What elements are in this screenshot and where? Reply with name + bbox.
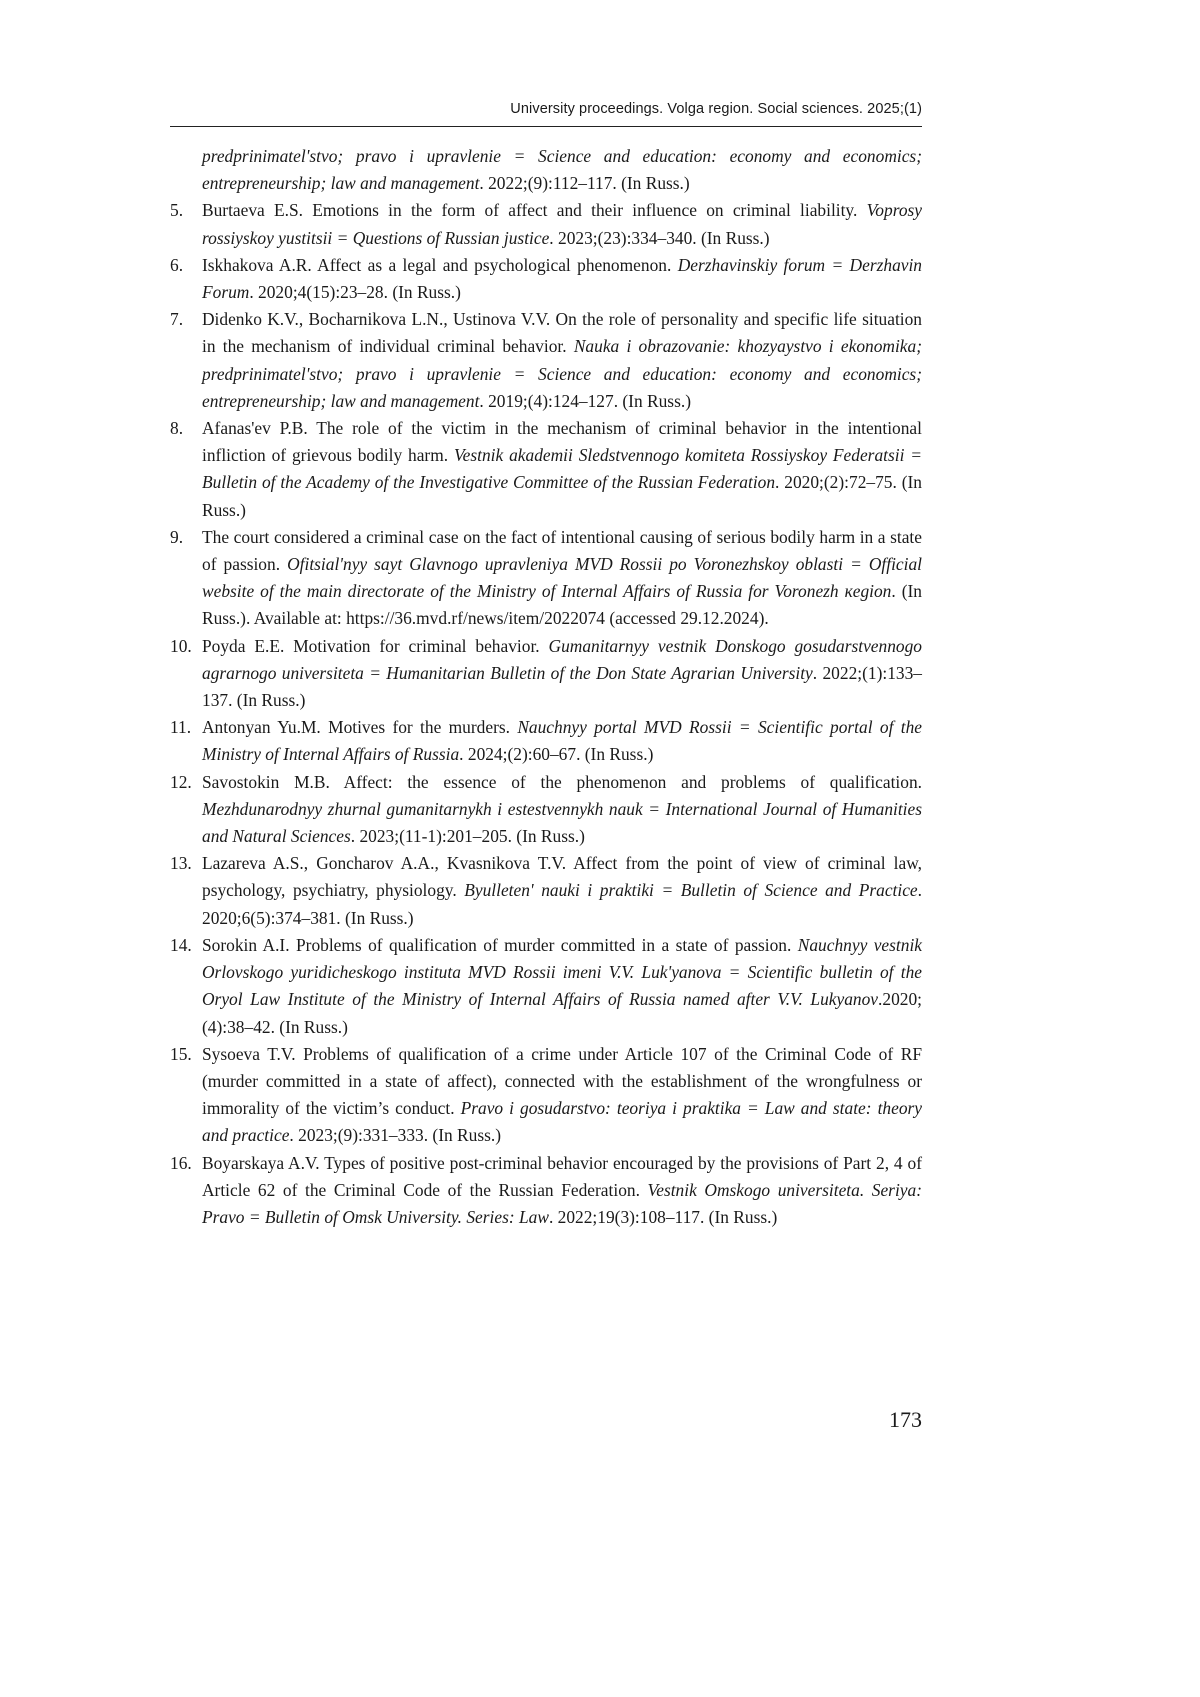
reference-item-5 [170,197,922,251]
reference-continuation [170,143,922,197]
reference-details: . 2020;4(15):23–28. (In Russ.) [249,282,461,303]
reference-item-12 [170,769,922,851]
reference-journal: Voprosy rossiyskoy yustitsii = Questions of Russian justice [202,200,922,248]
reference-text: Afanas'ev P.B. The role of the victim in the mechanism of criminal behavior in the intentional infliction of grievous bodily harm. [202,418,922,466]
reference-text: Poyda E.E. Motivation for criminal behavior. [202,635,549,656]
reference-text: Didenko K.V., Bocharnikova L.N., Ustinova V.V. On the role of personality and specific life situation in the mechanism of individual criminal behavior. [202,309,922,357]
reference-text: Sorokin A.I. Problems of qualification of murder committed in a state of passion. [202,934,798,955]
reference-item-16 [170,1150,922,1232]
running-header: University proceedings. Volga region. Social sciences. 2025;(1) [510,101,922,117]
reference-number: 10. [170,635,192,656]
reference-details: . 2020;(2):72–75. (In Russ.) [202,472,922,520]
reference-item-13 [170,850,922,932]
reference-journal: Nauka i obrazovanie: khozyaystvo i ekonomika; predprinimatel'stvo; pravo i upravlenie = Science and education: economy and economics; entrepreneurship; law and management [202,336,922,411]
reference-journal: Vestnik Omskogo universiteta. Seriya: Pravo = Bulletin of Omsk University. Series: Law [202,1179,922,1227]
reference-number: 16. [170,1152,192,1173]
reference-journal: Nauchnyy portal MVD Rossii = Scientific portal of the Ministry of Internal Affairs of Russia [202,717,922,765]
reference-number: 6. [170,254,184,275]
reference-text: Burtaeva E.S. Emotions in the form of affect and their influence on criminal liability. [202,200,867,221]
reference-details: . 2020;6(5):374–381. (In Russ.) [202,880,923,928]
reference-text: Boyarskaya A.V. Types of positive post-criminal behavior encouraged by the provisions of Part 2, 4 of Article 62 of the Criminal Code of the Russian Federation. [202,1152,922,1200]
page-number: 173 [889,1407,922,1432]
reference-number: 15. [170,1043,192,1064]
reference-list [170,143,922,1231]
reference-text: Lazareva A.S., Goncharov A.A., Kvasnikova T.V. Affect from the point of view of criminal law, psychology, psychiatry, physiology. [202,853,922,901]
reference-text: Iskhakova A.R. Affect as a legal and psychological phenomenon. [202,254,678,275]
reference-number: 9. [170,526,184,547]
reference-item-11 [170,714,922,768]
reference-number: 7. [170,309,184,330]
reference-details: . 2023;(23):334–340. (In Russ.) [549,227,770,248]
reference-journal: Mezhdunarodnyy zhurnal gumanitarnykh i estestvennykh nauk = International Journal of Humanities and Natural Sciences [202,798,922,847]
header-rule [170,126,922,127]
reference-details: . 2023;(11-1):201–205. (In Russ.) [350,826,585,847]
reference-details: . 2022;(9):112–117. (In Russ.) [479,173,690,194]
reference-journal: predprinimatel'stvo; pravo i upravlenie = Science and education: economy and economics; entrepreneurship; law and management [202,146,922,194]
reference-journal: Nauchnyy vestnik Orlovskogo yuridicheskogo instituta MVD Rossii imeni V.V. Luk'yanova = Scientific bulletin of the Oryol Law Institute of the Ministry of Internal Affairs of Russia named after V.V. Lukyanov [202,934,922,1010]
reference-item-15 [170,1041,922,1150]
reference-number: 11. [170,717,192,738]
reference-text: Savostokin M.B. Affect: the essence of the phenomenon and problems of qualification. [202,771,922,792]
reference-details: . 2022;(1):133–137. (In Russ.) [202,662,922,711]
reference-item-10 [170,633,922,715]
reference-journal: Pravo i gosudarstvo: teoriya i praktika = Law and state: theory and practice [202,1098,923,1146]
reference-journal: Byulleten' nauki i praktiki = Bulletin of Science and Practice [464,880,918,901]
reference-item-6 [170,252,922,306]
reference-number: 13. [170,853,192,874]
reference-item-7 [170,306,922,415]
reference-number: 14. [170,934,192,955]
reference-item-8 [170,415,922,524]
reference-journal: Gumanitarnyy vestnik Donskogo gosudarstvennogo agrarnogo universiteta = Humanitarian Bulletin of the Don State Agrarian University [202,635,923,683]
reference-journal: Vestnik akademii Sledstvennogo komiteta Rossiyskoy Federatsii = Bulletin of the Academy of the Investigative Committee of the Russian Federation [202,445,922,493]
reference-item-9 [170,524,922,633]
reference-journal: Ofitsial'nyy sayt Glavnogo upravleniya MVD Rossii po Voronezhskoy oblasti = Official website of the main directorate of the Ministry of Internal Affairs of Russia for Voronezh кegion [202,554,922,602]
reference-text: Sysoeva T.V. Problems of qualification of a crime under Article 107 of the Criminal Code of RF (murder committed in a state of affect), connected with the establishment of the wrongfulness or immorality of the victim’s conduct. [202,1043,922,1119]
reference-details: . (In Russ.). Available at: https://36.mvd.rf/news/item/2022074 (accessed 29.12.2024). [202,581,922,629]
reference-text: Antonyan Yu.M. Motives for the murders. [202,717,518,738]
reference-text: The court considered a criminal case on the fact of intentional causing of serious bodily harm in a state of passion. [202,526,922,575]
reference-number: 8. [170,418,184,439]
reference-number: 12. [170,771,192,792]
reference-details: . 2024;(2):60–67. (In Russ.) [459,744,654,765]
reference-details: . 2019;(4):124–127. (In Russ.) [479,390,691,411]
reference-details: . 2022;19(3):108–117. (In Russ.) [548,1206,778,1227]
reference-details: . 2023;(9):331–333. (In Russ.) [289,1125,501,1146]
reference-number: 5. [170,200,184,221]
reference-details: .2020;(4):38–42. (In Russ.) [202,989,922,1037]
reference-journal: Derzhavinskiy forum = Derzhavin Forum [202,254,923,303]
reference-item-14 [170,932,922,1041]
